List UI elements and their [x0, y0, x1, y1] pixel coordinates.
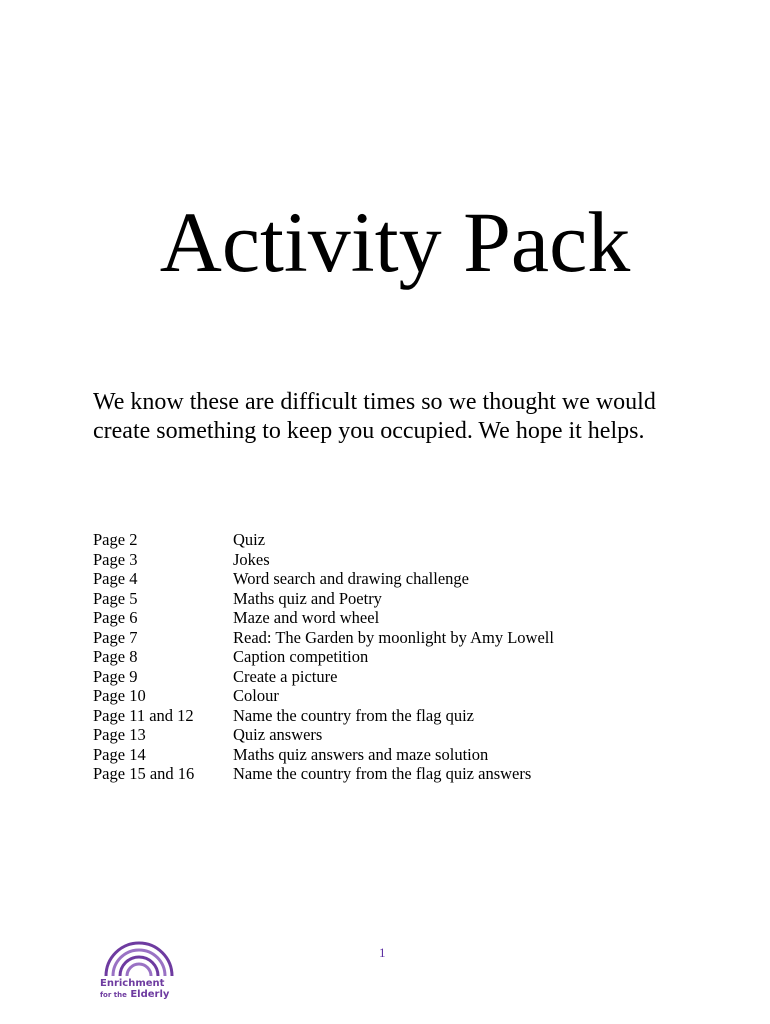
- page-number: 1: [379, 945, 386, 960]
- rainbow-arches-icon: [102, 938, 176, 978]
- toc-page: Page 4: [93, 569, 138, 588]
- toc-row: [93, 530, 554, 550]
- toc-page: Page 10: [93, 686, 146, 705]
- toc-row: [93, 764, 554, 784]
- toc-item: Create a picture: [233, 666, 338, 686]
- toc-row: [93, 550, 554, 570]
- logo-line2-main: Elderly: [130, 989, 170, 1000]
- page-title: Activity Pack: [159, 194, 631, 290]
- toc-item: Name the country from the flag quiz answers: [233, 764, 532, 783]
- toc-row: [93, 686, 554, 706]
- toc-item: Name the country from the flag quiz: [233, 705, 474, 725]
- toc-page: Page 6: [93, 608, 138, 627]
- toc-row: [93, 706, 554, 726]
- toc-page: Page 8: [93, 647, 138, 666]
- toc-item: Caption competition: [233, 647, 369, 666]
- toc-row: [93, 647, 554, 667]
- toc-page: Page 7: [93, 627, 138, 647]
- logo-line2-small: for the: [100, 991, 127, 999]
- toc-page: Page 9: [93, 666, 138, 686]
- table-of-contents: [93, 530, 554, 784]
- toc-row: [93, 569, 554, 589]
- toc-page: Page 11 and 12: [93, 705, 194, 725]
- toc-page: Page 14: [93, 744, 146, 764]
- toc-row: [93, 725, 554, 745]
- toc-item: Quiz answers: [233, 725, 323, 744]
- toc-row: [93, 608, 554, 628]
- toc-item: Maths quiz answers and maze solution: [233, 744, 489, 764]
- toc-item: Maze and word wheel: [233, 608, 380, 627]
- toc-item: Colour: [233, 686, 279, 705]
- toc-row: [93, 667, 554, 687]
- toc-item: Quiz: [233, 530, 266, 549]
- logo-text: [100, 978, 180, 1001]
- toc-row: [93, 628, 554, 648]
- toc-page: Page 5: [93, 588, 138, 608]
- toc-page: Page 15 and 16: [93, 764, 195, 783]
- toc-page: Page 13: [93, 725, 146, 744]
- toc-item: Word search and drawing challenge: [233, 569, 469, 588]
- toc-item: Jokes: [233, 549, 270, 569]
- toc-page: Page 3: [93, 549, 138, 569]
- logo-line2: [100, 989, 180, 1001]
- toc-page: Page 2: [93, 530, 138, 549]
- intro-paragraph: We know these are difficult times so we thought we would create something to keep you occupied. We hope it helps.: [93, 389, 656, 444]
- logo-line1: Enrichment: [100, 978, 165, 989]
- toc-row: [93, 589, 554, 609]
- toc-item: Read: The Garden by moonlight by Amy Lowell: [233, 627, 554, 647]
- toc-item: Maths quiz and Poetry: [233, 588, 382, 608]
- enrichment-logo: [100, 938, 178, 1006]
- toc-row: [93, 745, 554, 765]
